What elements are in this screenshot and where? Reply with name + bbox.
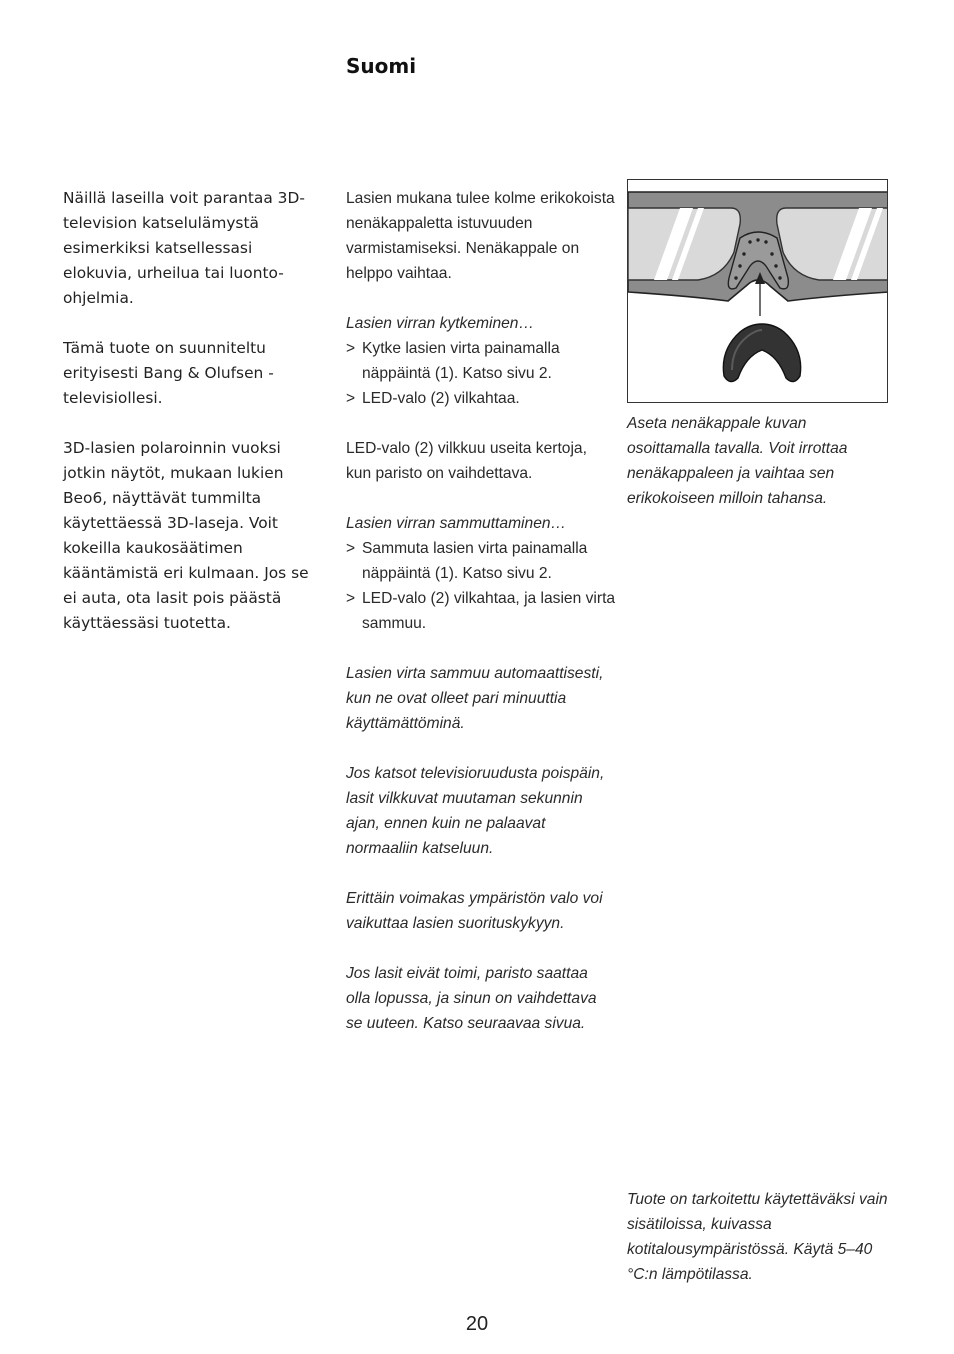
battery-note: LED-valo (2) vilkkuu useita kertoja, kun paristo on vaihdettava. (346, 440, 587, 482)
power-on-step (346, 336, 616, 386)
usage-environment-note: Tuote on tarkoitettu käytettäväksi vain sisätiloissa, kuivassa kotitalousympäristössä. Käytä 5–40 °C:n lämpötilassa. (627, 1191, 888, 1283)
bullet-marker: > (346, 390, 356, 407)
look-away-note: Jos katsot televisioruudusta poispäin, lasit vilkkuvat muutaman sekunnin ajan, ennen kuin ne palaavat normaaliin katseluun. (346, 765, 605, 857)
power-on-heading: Lasien virran kytkeminen… (346, 315, 535, 332)
page-title: Suomi (346, 54, 417, 78)
step-text: LED-valo (2) vilkahtaa. (362, 390, 520, 407)
nosepiece-intro: Lasien mukana tulee kolme erikokoista nenäkappaletta istuvuuden varmistamiseksi. Nenäkappale on helppo vaihtaa. (346, 190, 615, 282)
power-off-step (346, 586, 616, 636)
step-text: LED-valo (2) vilkahtaa, ja lasien virta sammuu. (362, 590, 616, 632)
bullet-marker: > (346, 340, 356, 357)
illustration-caption: Aseta nenäkappale kuvan osoittamalla tavalla. Voit irrottaa nenäkappaleen ja vaihtaa sen erikokoiseen milloin tahansa. (627, 415, 848, 507)
power-on-section (346, 311, 616, 411)
intro-paragraph: Näillä laseilla voit parantaa 3D-television katselulämystä esimerkiksi katsellessasi elokuvia, urheilua tai luonto-ohjelmia. (63, 189, 305, 307)
auto-off-note: Lasien virta sammuu automaattisesti, kun ne ovat olleet pari minuuttia käyttämättöminä. (346, 665, 604, 732)
nosepiece-illustration (627, 179, 888, 403)
step-text: Kytke lasien virta painamalla näppäintä (1). Katso sivu 2. (362, 340, 560, 382)
power-off-step (346, 536, 616, 586)
bullet-marker: > (346, 540, 356, 557)
ambient-light-note: Erittäin voimakas ympäristön valo voi vaikuttaa lasien suorituskykyyn. (346, 890, 603, 932)
compatibility-paragraph: Tämä tuote on suunniteltu erityisesti Bang & Olufsen -televisiollesi. (63, 339, 274, 407)
glasses-nosepiece-drawing (628, 180, 888, 403)
power-off-heading: Lasien virran sammuttaminen… (346, 515, 567, 532)
intro-column (63, 186, 318, 661)
step-text: Sammuta lasien virta painamalla näppäintä (1). Katso sivu 2. (362, 540, 588, 582)
bullet-marker: > (346, 590, 356, 607)
power-off-section (346, 511, 616, 636)
instructions-column (346, 186, 616, 1061)
battery-empty-note: Jos lasit eivät toimi, paristo saattaa olla lopussa, ja sinun on vaihdettava se uuteen. Katso seuraavaa sivua. (346, 965, 597, 1032)
page-number: 20 (465, 1313, 489, 1335)
power-on-step (346, 386, 616, 411)
polarization-paragraph: 3D-lasien polaroinnin vuoksi jotkin näytöt, mukaan lukien Beo6, näyttävät tummilta käytettäessä 3D-laseja. Voit kokeilla kaukosäätimen kääntämistä eri kulmaan. Jos se ei auta, ota lasit pois päästä käyttäessäsi tuotetta. (63, 439, 309, 632)
